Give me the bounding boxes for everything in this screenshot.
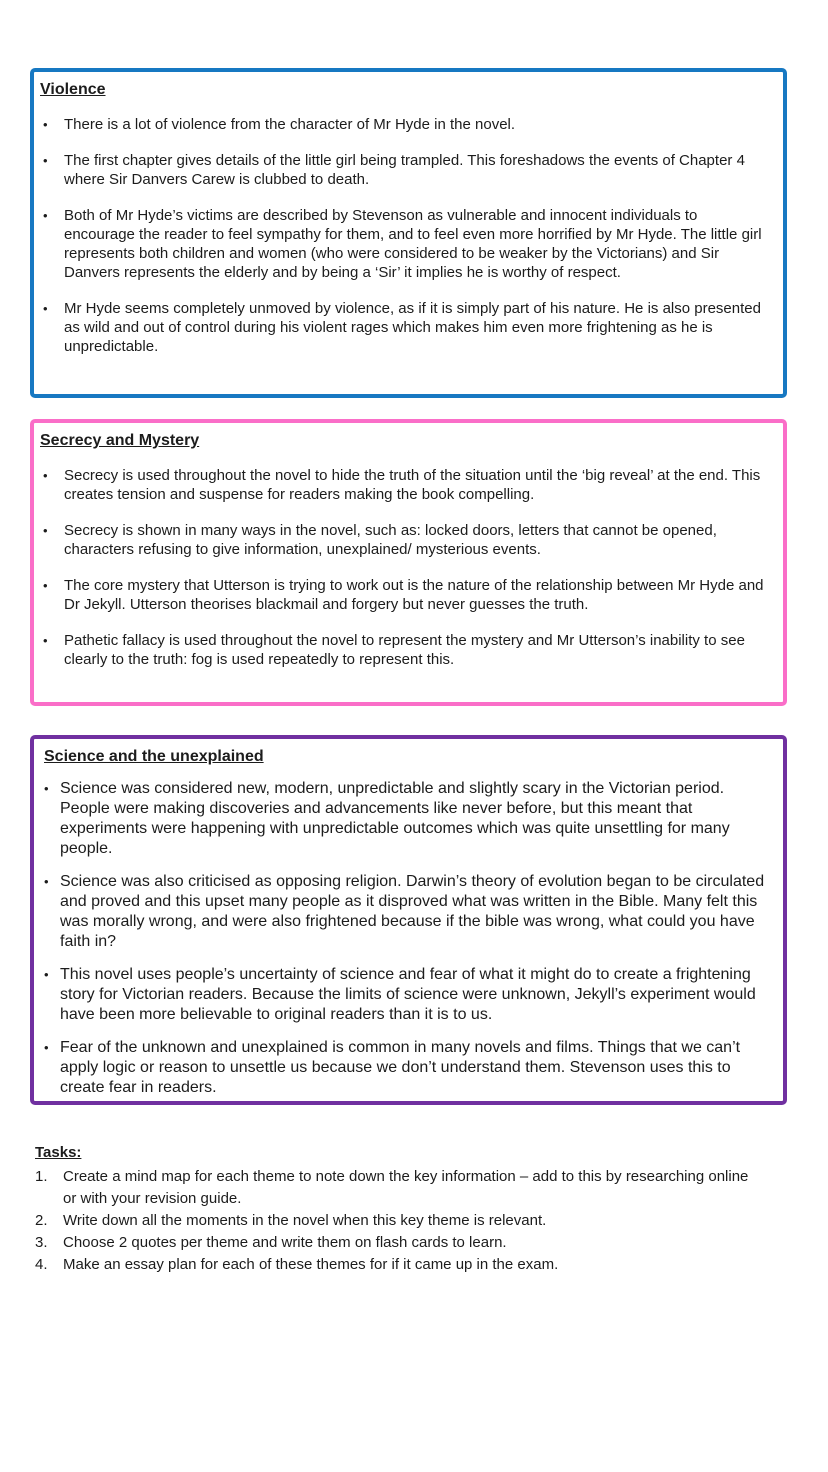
- bullet-text: Secrecy is used throughout the novel to hide the truth of the situation until the ‘big reveal’ at the end. This creates tension and suspense for readers making the book compelling.: [64, 467, 761, 503]
- bullet-icon: •: [43, 523, 48, 538]
- bullet-item: [38, 466, 767, 504]
- bullet-icon: •: [43, 468, 48, 483]
- bullet-item: [38, 521, 767, 559]
- task-number: 2.: [35, 1212, 48, 1229]
- bullet-icon: •: [44, 1040, 49, 1055]
- bullet-item: [38, 631, 767, 669]
- bullet-item: [38, 206, 767, 282]
- bullet-icon: •: [44, 874, 49, 889]
- bullet-text: The core mystery that Utterson is trying to work out is the nature of the relationship between Mr Hyde and Dr Jekyll. Utterson theorises blackmail and forgery but never guesses the truth.: [64, 577, 764, 613]
- bullet-text: Fear of the unknown and unexplained is common in many novels and films. Things that we can’t apply logic or reason to unsettle us because we don’t understand them. Stevenson uses this to create fear in readers.: [60, 1039, 741, 1096]
- box-title-science-unexplained: Science and the unexplained: [44, 748, 264, 765]
- bullet-text: There is a lot of violence from the character of Mr Hyde in the novel.: [64, 116, 516, 133]
- task-item: [35, 1254, 760, 1276]
- bullet-icon: •: [43, 301, 48, 316]
- bullet-item: [42, 779, 767, 859]
- bullet-icon: •: [44, 967, 49, 982]
- tasks-heading: Tasks:: [35, 1144, 82, 1161]
- bullet-text: Both of Mr Hyde’s victims are described by Stevenson as vulnerable and innocent individuals to encourage the reader to feel sympathy for them, and to feel even more horrified by Mr Hyde. The little girl represents both children and women (who were considered to be weaker by the Victorians) and Sir Danvers represents the elderly and by being a ‘Sir’ it implies he is worthy of respect.: [64, 207, 762, 281]
- theme-box-violence: [30, 68, 787, 398]
- bullet-list: [38, 115, 767, 356]
- task-number: 4.: [35, 1256, 48, 1273]
- task-item: [35, 1210, 760, 1232]
- bullet-text: Pathetic fallacy is used throughout the novel to represent the mystery and Mr Utterson’s inability to see clearly to the truth: fog is used repeatedly to represent this.: [64, 632, 745, 668]
- task-number: 3.: [35, 1234, 48, 1251]
- task-item: [35, 1166, 760, 1210]
- bullet-text: Science was considered new, modern, unpredictable and slightly scary in the Victorian period. People were making discoveries and advancements like never before, but this meant that experiments were happening with unpredictable outcomes which was quite unsettling for many people.: [60, 780, 730, 857]
- bullet-list: [42, 779, 767, 1098]
- bullet-icon: •: [43, 153, 48, 168]
- task-item: [35, 1232, 760, 1254]
- box-title-violence: Violence: [40, 81, 106, 98]
- tasks-section: [35, 1143, 760, 1276]
- bullet-text: This novel uses people’s uncertainty of science and fear of what it might do to create a frightening story for Victorian readers. Because the limits of science were unknown, Jekyll’s experiment would have been more believable to original readers than it is to us.: [60, 966, 756, 1023]
- bullet-list: [38, 466, 767, 669]
- task-text: Make an essay plan for each of these themes for if it came up in the exam.: [63, 1256, 559, 1273]
- task-text: Write down all the moments in the novel when this key theme is relevant.: [63, 1212, 547, 1229]
- task-number: 1.: [35, 1168, 48, 1185]
- bullet-item: [42, 965, 767, 1025]
- bullet-item: [42, 872, 767, 952]
- bullet-item: [42, 1038, 767, 1098]
- bullet-icon: •: [44, 781, 49, 796]
- task-list: [35, 1166, 760, 1276]
- box-title-secrecy-mystery: Secrecy and Mystery: [40, 432, 200, 449]
- bullet-item: [38, 299, 767, 356]
- bullet-icon: •: [43, 117, 48, 132]
- bullet-icon: •: [43, 633, 48, 648]
- bullet-text: The first chapter gives details of the little girl being trampled. This foreshadows the events of Chapter 4 where Sir Danvers Carew is clubbed to death.: [64, 152, 745, 188]
- bullet-icon: •: [43, 578, 48, 593]
- bullet-item: [38, 151, 767, 189]
- bullet-item: [38, 576, 767, 614]
- task-text: Create a mind map for each theme to note down the key information – add to this by researching online or with your revision guide.: [63, 1168, 749, 1207]
- task-text: Choose 2 quotes per theme and write them on flash cards to learn.: [63, 1234, 507, 1251]
- theme-box-secrecy-mystery: [30, 419, 787, 706]
- bullet-item: [38, 115, 767, 134]
- bullet-text: Secrecy is shown in many ways in the novel, such as: locked doors, letters that cannot be opened, characters refusing to give information, unexplained/ mysterious events.: [64, 522, 717, 558]
- theme-box-science-unexplained: [30, 735, 787, 1105]
- bullet-icon: •: [43, 208, 48, 223]
- bullet-text: Science was also criticised as opposing religion. Darwin’s theory of evolution began to be circulated and proved and this upset many people as it disproved what was written in the Bible. Many felt this was morally wrong, and were also frightened because if the bible was wrong, what could you have faith in?: [60, 873, 765, 950]
- bullet-text: Mr Hyde seems completely unmoved by violence, as if it is simply part of his nature. He is also presented as wild and out of control during his violent rages which makes him even more frightening as he is unpredictable.: [64, 300, 761, 355]
